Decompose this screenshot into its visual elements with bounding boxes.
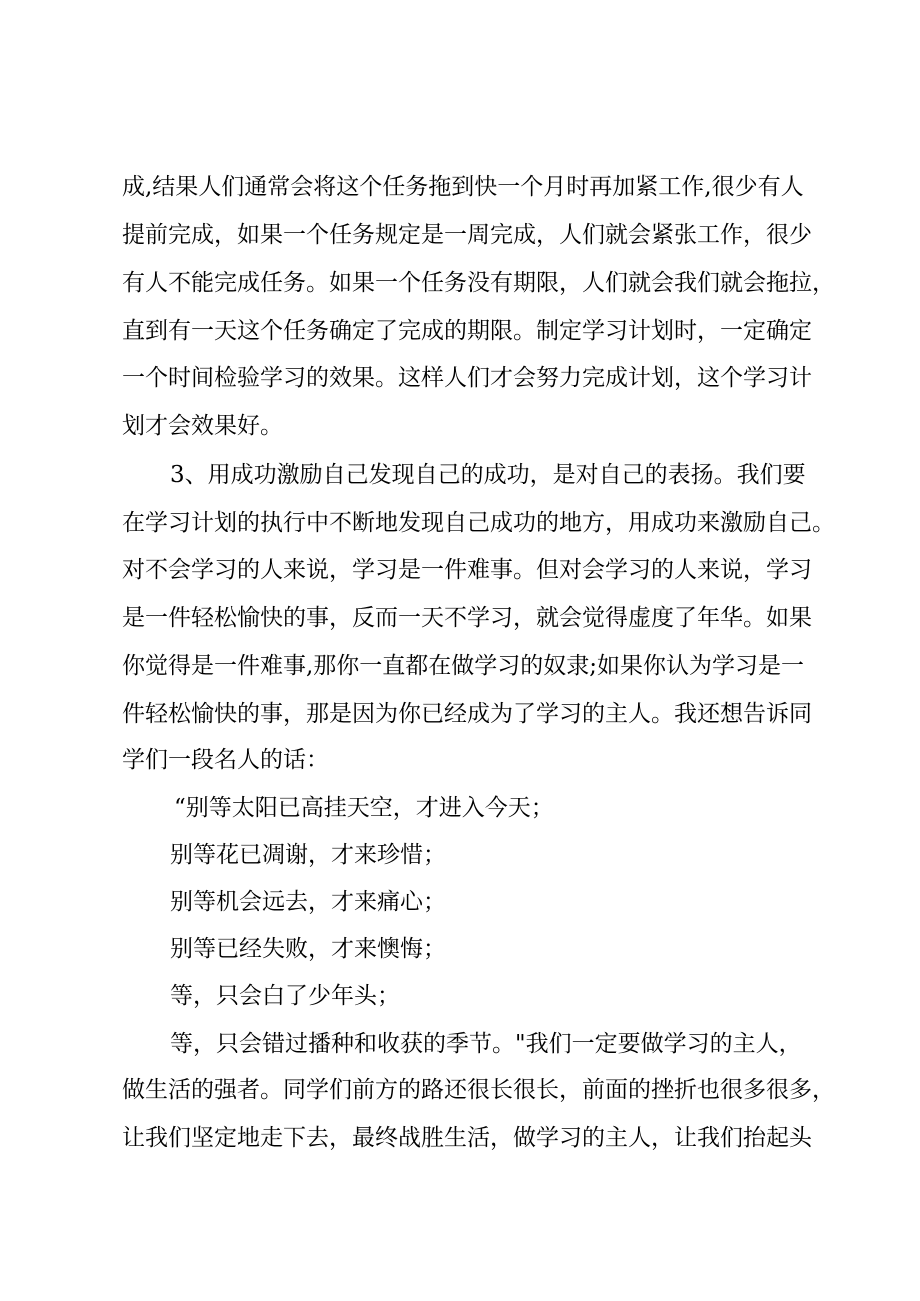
- quote-line-4: 别等已经失败，才来懊悔；: [170, 936, 446, 962]
- paragraph-line-6: 划才会效果好。: [122, 413, 283, 439]
- paragraph-line-16: 让我们坚定地走下去，最终战胜生活，做学习的主人，让我们抬起头: [122, 1125, 812, 1151]
- paragraph-line-9: 对不会学习的人来说，学习是一件难事。但对会学习的人来说，学习: [122, 557, 812, 583]
- quote-line-2: 别等花已凋谢，才来珍惜；: [170, 842, 446, 868]
- paragraph-line-4: 直到有一天这个任务确定了完成的期限。制定学习计划时，一定确定: [122, 318, 812, 344]
- paragraph-line-3: 有人不能完成任务。如果一个任务没有期限，人们就会我们就会拖拉，: [122, 270, 835, 296]
- quote-line-5: 等，只会白了少年头；: [170, 983, 400, 1009]
- quote-line-3: 别等机会远去，才来痛心；: [170, 889, 446, 915]
- paragraph-line-15: 做生活的强者。同学们前方的路还很长很长，前面的挫折也很多很多，: [122, 1077, 835, 1103]
- paragraph-line-10: 是一件轻松愉快的事，反而一天不学习，就会觉得虚度了年华。如果: [122, 605, 812, 631]
- paragraph-line-11: 你觉得是一件难事,那你一直都在做学习的奴隶;如果你认为学习是一: [122, 653, 805, 679]
- paragraph-line-12: 件轻松愉快的事，那是因为你已经成为了学习的主人。我还想告诉同: [122, 701, 812, 727]
- paragraph-line-13: 学们一段名人的话：: [122, 747, 329, 773]
- paragraph-line-5: 一个时间检验学习的效果。这样人们才会努力完成计划，这个学习计: [122, 365, 812, 391]
- paragraph-line-2: 提前完成，如果一个任务规定是一周完成，人们就会紧张工作，很少: [122, 222, 812, 248]
- paragraph-line-14: 等，只会错过播种和收获的季节。"我们一定要做学习的主人，: [170, 1031, 802, 1057]
- paragraph-line-7: 3、用成功激励自己发现自己的成功，是对自己的表扬。我们要: [170, 462, 806, 488]
- quote-line-1: “别等太阳已高挂天空，才进入今天；: [174, 795, 554, 821]
- paragraph-line-1: 成,结果人们通常会将这个任务拖到快一个月时再加紧工作,很少有人: [122, 174, 804, 200]
- paragraph-line-8: 在学习计划的执行中不断地发现自己成功的地方，用成功来激励自己。: [122, 510, 835, 536]
